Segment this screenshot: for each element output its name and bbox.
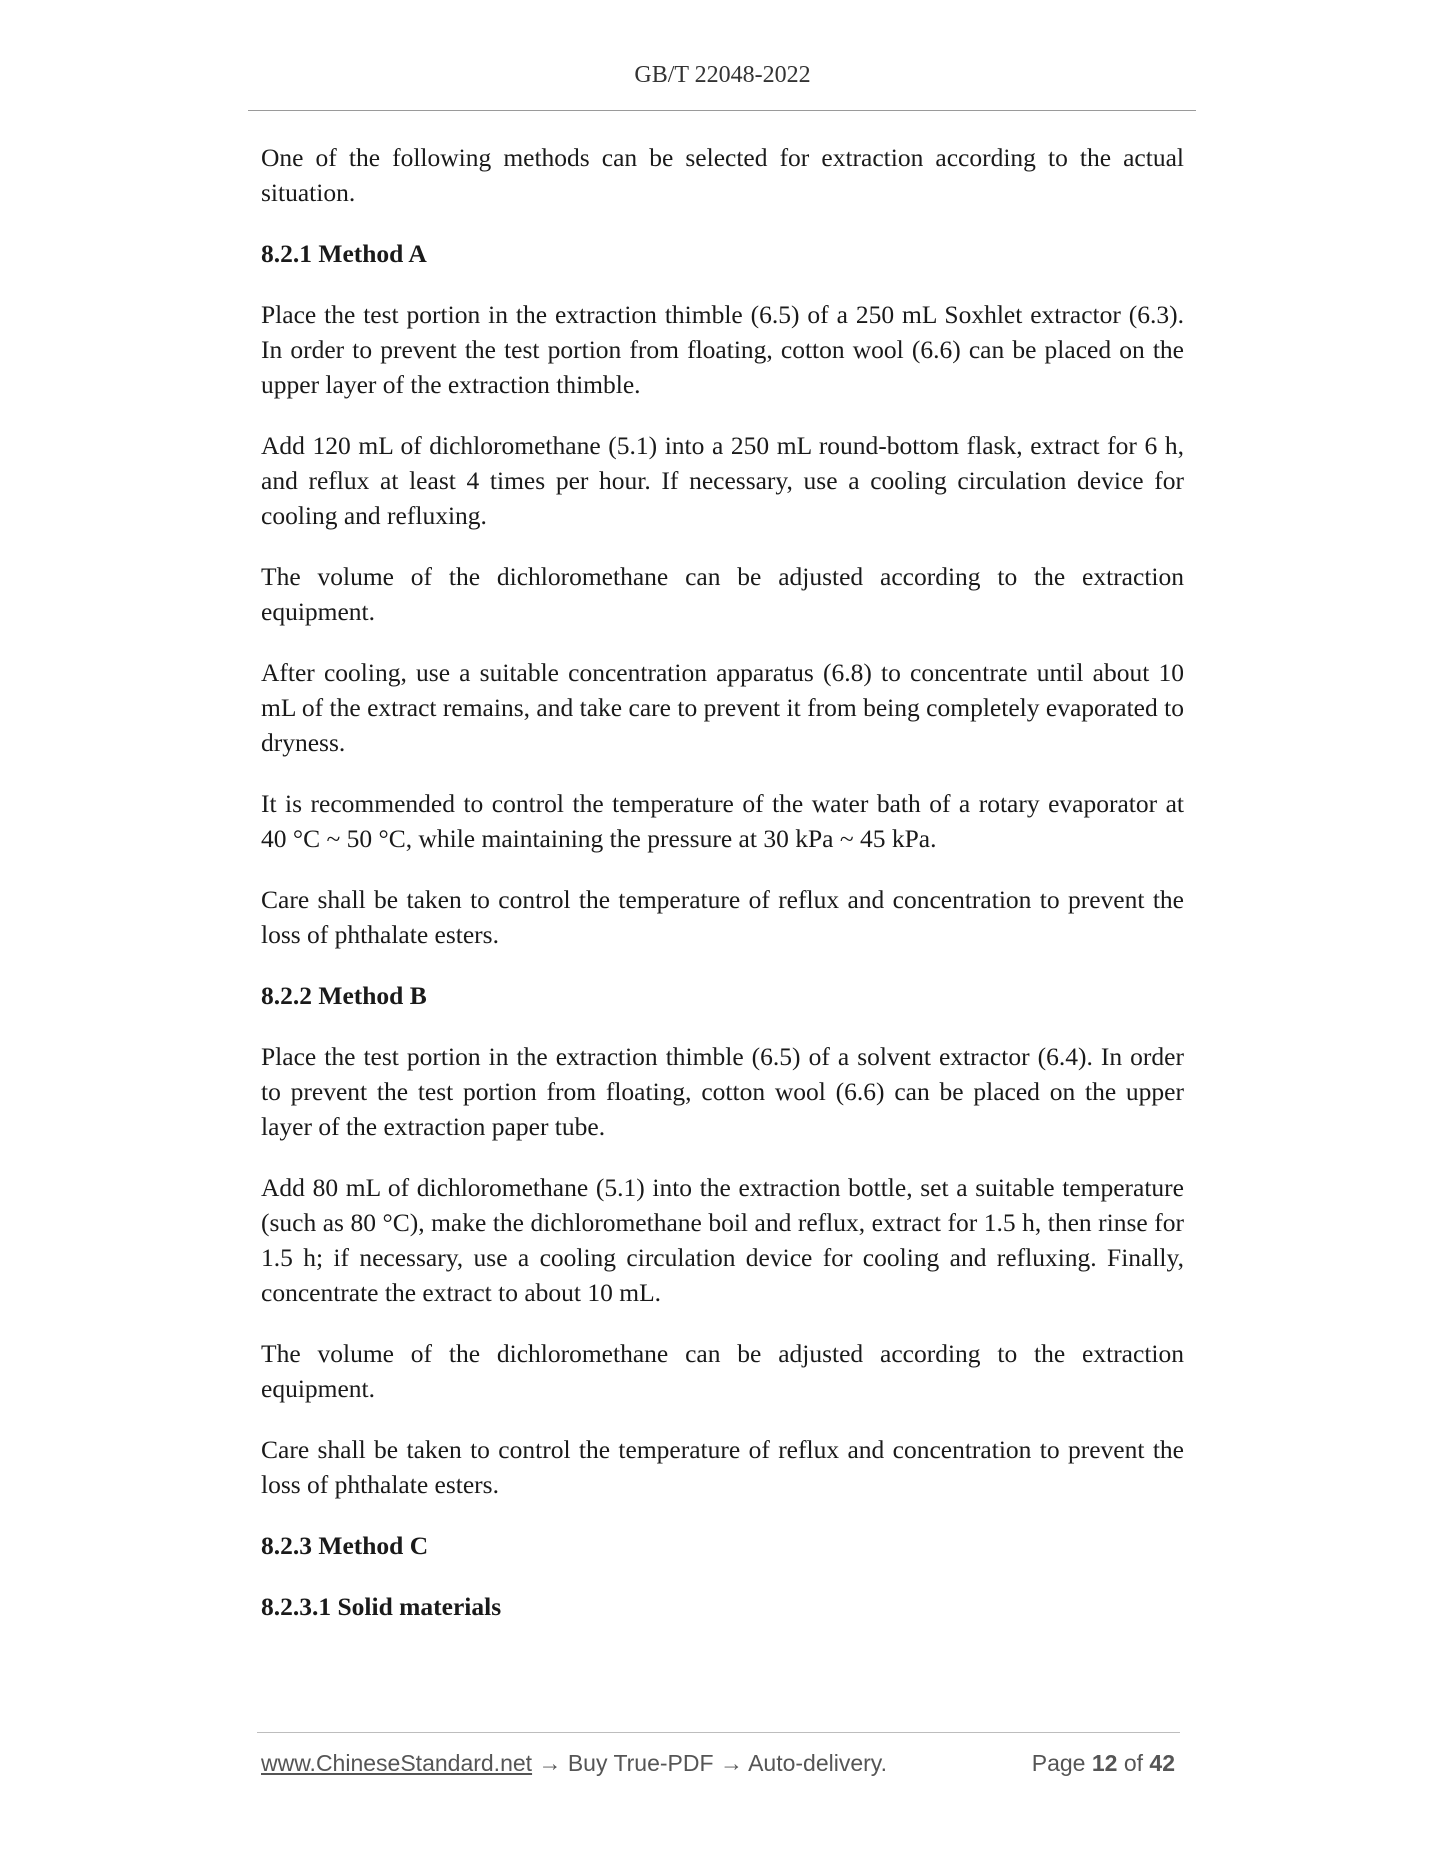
page-label: Page — [1031, 1750, 1086, 1776]
intro-paragraph: One of the following methods can be selected for extraction according to the actual situation. — [261, 143, 1184, 207]
website-link[interactable]: www.ChineseStandard.net — [261, 1750, 533, 1776]
method-b-paragraph: Place the test portion in the extraction thimble (6.5) of a solvent extractor (6.4). In order to prevent the test portion from floating, cotton wool (6.6) can be placed on the upper layer of the extraction paper tube. — [261, 1042, 1184, 1141]
method-a-paragraph: Add 120 mL of dichloromethane (5.1) into a 250 mL round-bottom flask, extract for 6 h, and reflux at least 4 times per hour. If necessary, use a cooling circulation device for cooling and refluxing. — [261, 431, 1184, 530]
page-body — [261, 140, 1184, 1650]
document-id-header: GB/T 22048-2022 — [634, 62, 811, 88]
auto-delivery-text: Auto-delivery. — [748, 1750, 887, 1776]
method-b-paragraph: Care shall be taken to control the temperature of reflux and concentration to prevent the loss of phthalate esters. — [261, 1435, 1184, 1499]
section-heading-method-a: 8.2.1 Method A — [261, 239, 427, 268]
current-page-number: 12 — [1091, 1750, 1118, 1776]
footer-promo — [261, 1750, 887, 1777]
section-heading-method-b: 8.2.2 Method B — [261, 981, 427, 1010]
method-b-paragraph: Add 80 mL of dichloromethane (5.1) into the extraction bottle, set a suitable temperature (such as 80 °C), make the dichloromethane boil and reflux, extract for 1.5 h, then rinse for 1.5 h; if necessary, use a cooling circulation device for cooling and refluxing. Finally, concentrate the extract to about 10 mL. — [261, 1173, 1184, 1307]
method-a-paragraph: After cooling, use a suitable concentration apparatus (6.8) to concentrate until about 10 mL of the extract remains, and take care to prevent it from being completely evaporated to dryness. — [261, 658, 1184, 757]
total-pages-number: 42 — [1149, 1750, 1175, 1776]
header-divider — [248, 110, 1196, 111]
method-a-paragraph: The volume of the dichloromethane can be adjusted according to the extraction equipment. — [261, 562, 1184, 626]
buy-pdf-text: Buy True-PDF — [567, 1750, 714, 1776]
arrow-right-icon: → — [719, 1750, 743, 1776]
method-a-paragraph: Care shall be taken to control the temperature of reflux and concentration to prevent the loss of phthalate esters. — [261, 885, 1184, 949]
page-footer — [261, 1750, 1181, 1782]
footer-divider — [257, 1732, 1180, 1733]
method-a-paragraph: It is recommended to control the temperature of the water bath of a rotary evaporator at 40 °C ~ 50 °C, while maintaining the pressure at 30 kPa ~ 45 kPa. — [261, 789, 1184, 853]
arrow-right-icon: → — [538, 1750, 562, 1776]
of-label: of — [1123, 1750, 1144, 1776]
method-a-paragraph: Place the test portion in the extraction thimble (6.5) of a 250 mL Soxhlet extractor (6.3). In order to prevent the test portion from floating, cotton wool (6.6) can be placed on the upper layer of the extraction thimble. — [261, 300, 1184, 399]
page-indicator — [1032, 1750, 1175, 1777]
method-b-paragraph: The volume of the dichloromethane can be adjusted according to the extraction equipment. — [261, 1339, 1184, 1403]
section-heading-method-c: 8.2.3 Method C — [261, 1531, 429, 1560]
subsection-heading-solid-materials: 8.2.3.1 Solid materials — [261, 1592, 502, 1621]
